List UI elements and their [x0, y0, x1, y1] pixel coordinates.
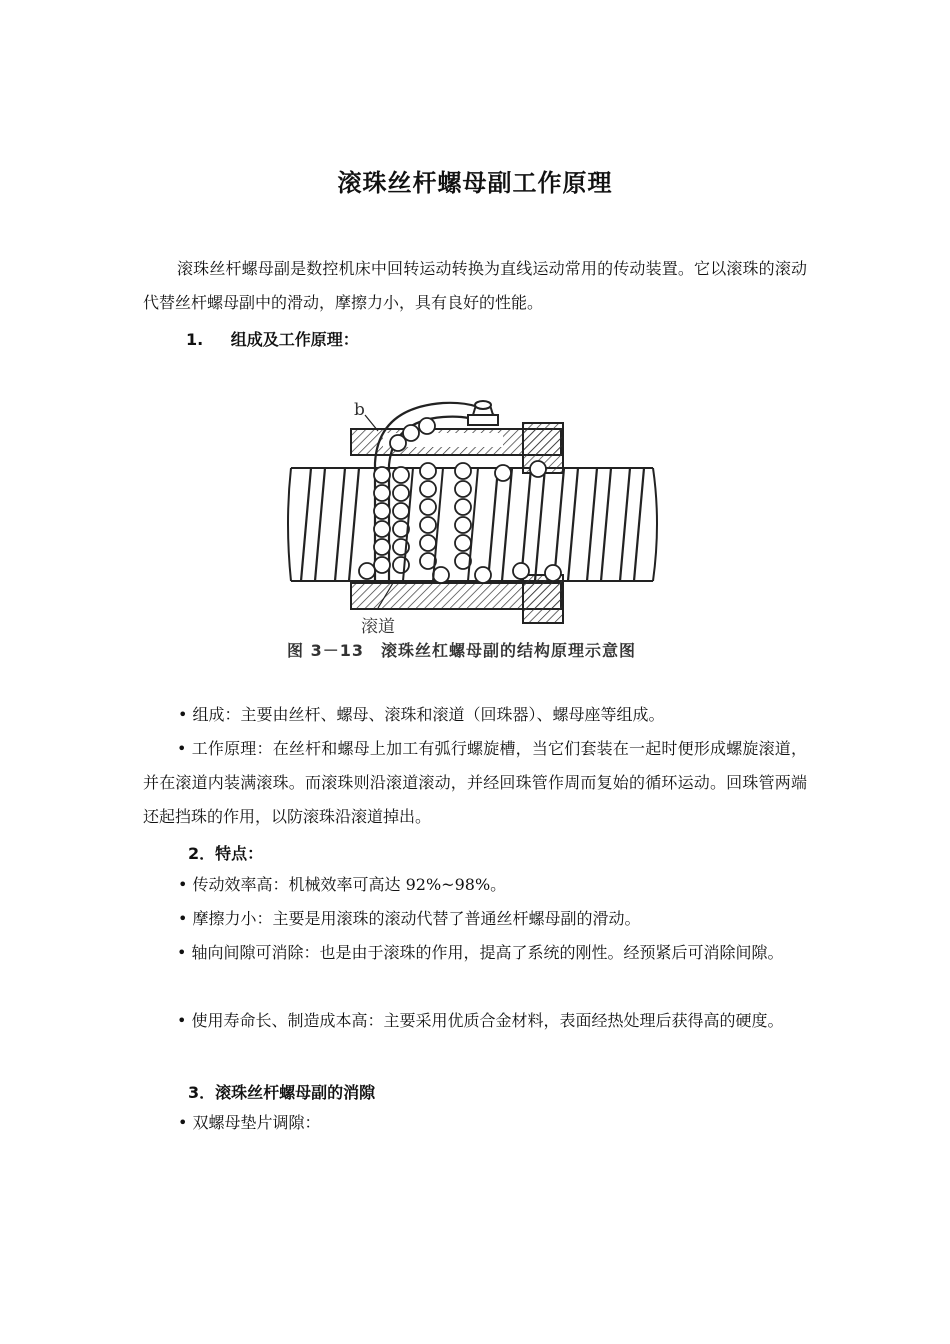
- section-1-label: 组成及工作原理：: [230, 330, 359, 349]
- principle-paragraph: • 工作原理：在丝杆和螺母上加工有弧行螺旋槽，当它们套装在一起时便形成螺旋滚道，并在滚道内装满滚珠。而滚珠则沿滚道滚动，并经回珠管作周而复始的循环运动。回珠管两端还起挡珠的作用，以防滚珠沿滚道掉出。: [143, 739, 807, 826]
- section-3-heading: 3．滚珠丝杆螺母副的消隙: [188, 1083, 376, 1102]
- section-1-heading: [186, 327, 359, 350]
- feature-item: • 使用寿命长、制造成本高：主要采用优质合金材料，表面经热处理后获得高的硬度。: [177, 1011, 784, 1030]
- section-2-heading: 2．特点：: [188, 844, 264, 863]
- intro-paragraph: 滚珠丝杆螺母副是数控机床中回转运动转换为直线运动常用的传动装置。它以滚珠的滚动代替丝杆螺母副中的滑动，摩擦力小，具有良好的性能。: [143, 259, 807, 312]
- feature-item: • 轴向间隙可消除：也是由于滚珠的作用，提高了系统的刚性。经预紧后可消除间隙。: [177, 943, 784, 962]
- ball-screw-diagram: [283, 393, 667, 675]
- section-1-number: 1.: [186, 330, 204, 349]
- composition-bullet: • 组成：主要由丝杆、螺母、滚珠和滚道（回珠器）、螺母座等组成。: [178, 705, 665, 724]
- figure-label-b: b: [354, 400, 365, 420]
- last-bullet: • 双螺母垫片调隙：: [178, 1113, 321, 1132]
- feature-item: • 摩擦力小：主要是用滚珠的滚动代替了普通丝杆螺母副的滑动。: [178, 909, 641, 928]
- figure-caption: 图 3－13 滚珠丝杠螺母副的结构原理示意图: [287, 641, 636, 660]
- feature-item: • 传动效率高：机械效率可高达 92%~98%。: [178, 875, 507, 894]
- figure-label-raceway: 滚道: [361, 617, 395, 637]
- document-title: 滚珠丝杆螺母副工作原理: [337, 169, 613, 197]
